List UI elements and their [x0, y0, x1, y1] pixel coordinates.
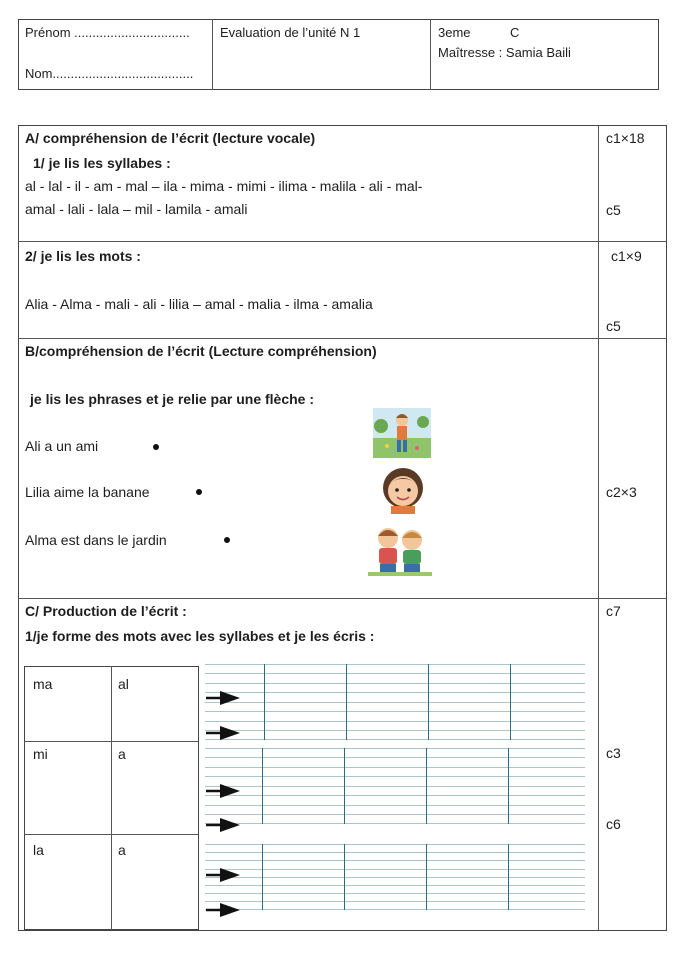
syllable-cell: ma	[33, 676, 53, 692]
sentence-2: Lilia aime la banane	[25, 484, 150, 500]
section-c-score-top: c7	[606, 603, 621, 619]
section-b-title: B/compréhension de l’écrit (Lecture compréhension)	[25, 343, 377, 359]
arrow-right-icon	[206, 691, 240, 705]
syllable-table-row-divider-2	[24, 834, 199, 835]
section-a-title: A/ compréhension de l’écrit (lecture vocale)	[25, 130, 316, 146]
syllable-table-row-divider-1	[24, 741, 199, 742]
section-a2-score-bottom: c5	[606, 318, 621, 334]
syllable-table-col-divider	[111, 666, 112, 930]
section-c-q1-title: 1/je forme des mots avec les syllabes et je les écris :	[25, 628, 375, 644]
row-divider-a2	[18, 241, 667, 242]
row-divider-b	[18, 338, 667, 339]
section-a2-title: 2/ je lis les mots :	[25, 248, 141, 264]
words-line: Alia - Alma - mali - ali - lilia – amal - malia - ilma - amalia	[25, 296, 373, 312]
sentence-3: Alma est dans le jardin	[25, 532, 167, 548]
score-column-divider	[598, 125, 599, 931]
section-c-score-mid: c3	[606, 745, 621, 761]
sentence-1: Ali a un ami	[25, 438, 99, 454]
arrow-right-icon	[206, 726, 240, 740]
section-a-score-q1: c5	[606, 202, 621, 218]
section-b-instruction: je lis les phrases et je relie par une flèche :	[30, 391, 315, 407]
syllables-line-1: al - lal - il - am - mal – ila - mima - mimi - ilima - malila - ali - mal-	[25, 178, 423, 194]
arrow-right-icon	[206, 868, 240, 882]
section-a-score-top: c1×18	[606, 130, 645, 146]
two-children-picture[interactable]	[368, 524, 432, 576]
nom-field[interactable]: Nom.......................................	[25, 66, 194, 81]
girl-face-picture[interactable]	[375, 464, 431, 514]
class-group: C	[510, 25, 520, 40]
syllable-cell: a	[118, 842, 126, 858]
syllable-cell: la	[33, 842, 44, 858]
arrow-right-icon	[206, 818, 240, 832]
syllable-cell: al	[118, 676, 129, 692]
syllable-cell: a	[118, 746, 126, 762]
section-a-q1-title: 1/ je lis les syllabes :	[33, 155, 171, 171]
teacher-name: Maîtresse : Samia Baili	[438, 45, 571, 60]
writing-area-2[interactable]	[205, 748, 585, 824]
section-a2-score-top: c1×9	[611, 248, 642, 264]
header-divider-1	[212, 19, 213, 90]
boy-garden-picture[interactable]	[373, 408, 431, 458]
bullet-dot-2[interactable]	[196, 489, 202, 495]
bullet-dot-3[interactable]	[224, 537, 230, 543]
section-c-score-low: c6	[606, 816, 621, 832]
syllable-cell: mi	[33, 746, 48, 762]
header-divider-2	[430, 19, 431, 90]
syllables-line-2: amal - lali - lala – mil - lamila - amali	[25, 201, 248, 217]
writing-area-1[interactable]	[205, 664, 585, 740]
class-level: 3eme	[438, 25, 471, 40]
arrow-right-icon	[206, 784, 240, 798]
writing-area-3[interactable]	[205, 844, 585, 910]
row-divider-c	[18, 598, 667, 599]
section-c-title: C/ Production de l’écrit :	[25, 603, 187, 619]
section-b-score: c2×3	[606, 484, 637, 500]
bullet-dot-1[interactable]	[153, 444, 159, 450]
arrow-right-icon	[206, 903, 240, 917]
prenom-field[interactable]: Prénom ................................	[25, 25, 190, 40]
evaluation-title: Evaluation de l’unité N 1	[220, 25, 361, 40]
